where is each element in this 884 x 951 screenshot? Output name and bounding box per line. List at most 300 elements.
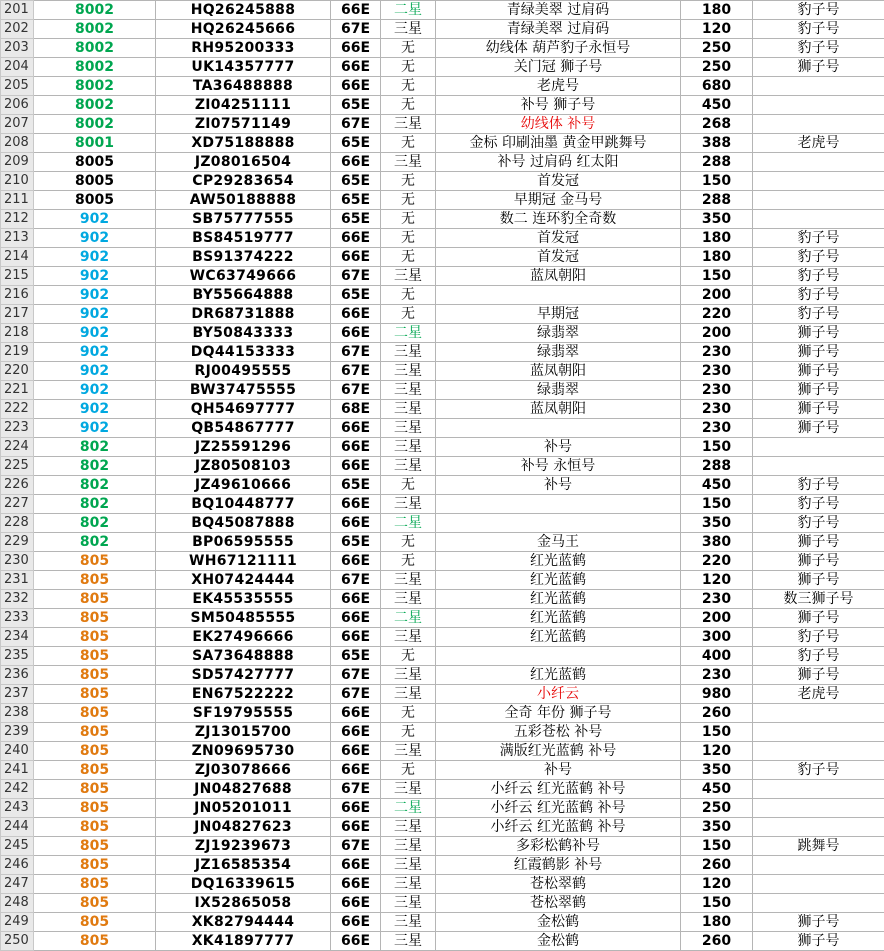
cell-star[interactable]: 三星	[381, 666, 436, 685]
cell-star[interactable]: 无	[381, 172, 436, 191]
row-number[interactable]: 228	[1, 514, 34, 533]
cell-price[interactable]: 250	[681, 799, 753, 818]
cell-serial[interactable]: EN67522222	[156, 685, 331, 704]
cell-price[interactable]: 120	[681, 742, 753, 761]
row-number[interactable]: 248	[1, 894, 34, 913]
cell-price[interactable]: 180	[681, 1, 753, 20]
cell-star[interactable]: 无	[381, 704, 436, 723]
cell-version[interactable]: 66E	[331, 704, 381, 723]
cell-tag[interactable]: 跳舞号	[753, 837, 884, 856]
cell-code[interactable]: 805	[34, 723, 156, 742]
cell-tag[interactable]	[753, 742, 884, 761]
cell-version[interactable]: 66E	[331, 723, 381, 742]
row-number[interactable]: 233	[1, 609, 34, 628]
cell-star[interactable]: 无	[381, 761, 436, 780]
cell-price[interactable]: 350	[681, 210, 753, 229]
cell-price[interactable]: 300	[681, 628, 753, 647]
cell-price[interactable]: 150	[681, 267, 753, 286]
cell-tag[interactable]: 豹子号	[753, 305, 884, 324]
cell-star[interactable]: 三星	[381, 438, 436, 457]
cell-star[interactable]: 三星	[381, 837, 436, 856]
cell-price[interactable]: 120	[681, 20, 753, 39]
row-number[interactable]: 245	[1, 837, 34, 856]
cell-code[interactable]: 8002	[34, 1, 156, 20]
cell-price[interactable]: 230	[681, 400, 753, 419]
cell-tag[interactable]: 狮子号	[753, 666, 884, 685]
cell-tag[interactable]: 豹子号	[753, 39, 884, 58]
cell-description[interactable]: 多彩松鹤补号	[436, 837, 681, 856]
cell-tag[interactable]: 老虎号	[753, 685, 884, 704]
cell-price[interactable]: 150	[681, 172, 753, 191]
cell-version[interactable]: 66E	[331, 305, 381, 324]
cell-description[interactable]: 小纤云	[436, 685, 681, 704]
cell-description[interactable]: 苍松翠鹤	[436, 875, 681, 894]
cell-serial[interactable]: SM50485555	[156, 609, 331, 628]
cell-star[interactable]: 无	[381, 191, 436, 210]
row-number[interactable]: 208	[1, 134, 34, 153]
cell-tag[interactable]	[753, 191, 884, 210]
cell-tag[interactable]: 狮子号	[753, 381, 884, 400]
cell-price[interactable]: 230	[681, 343, 753, 362]
cell-code[interactable]: 805	[34, 875, 156, 894]
row-number[interactable]: 213	[1, 229, 34, 248]
cell-description[interactable]: 金马王	[436, 533, 681, 552]
cell-price[interactable]: 388	[681, 134, 753, 153]
cell-code[interactable]: 8005	[34, 153, 156, 172]
cell-version[interactable]: 65E	[331, 96, 381, 115]
cell-serial[interactable]: SA73648888	[156, 647, 331, 666]
cell-version[interactable]: 66E	[331, 799, 381, 818]
cell-version[interactable]: 66E	[331, 818, 381, 837]
cell-code[interactable]: 805	[34, 628, 156, 647]
row-number[interactable]: 226	[1, 476, 34, 495]
cell-serial[interactable]: SF19795555	[156, 704, 331, 723]
cell-star[interactable]: 无	[381, 305, 436, 324]
cell-star[interactable]: 三星	[381, 495, 436, 514]
cell-description[interactable]: 蓝凤朝阳	[436, 362, 681, 381]
cell-tag[interactable]	[753, 780, 884, 799]
cell-version[interactable]: 66E	[331, 628, 381, 647]
cell-star[interactable]: 无	[381, 552, 436, 571]
cell-star[interactable]: 无	[381, 77, 436, 96]
row-number[interactable]: 223	[1, 419, 34, 438]
cell-serial[interactable]: RJ00495555	[156, 362, 331, 381]
cell-price[interactable]: 268	[681, 115, 753, 134]
cell-star[interactable]: 三星	[381, 362, 436, 381]
cell-version[interactable]: 65E	[331, 476, 381, 495]
cell-description[interactable]: 金标 印刷油墨 黄金甲跳舞号	[436, 134, 681, 153]
cell-description[interactable]: 小纤云 红光蓝鹤 补号	[436, 780, 681, 799]
cell-description[interactable]: 红光蓝鹤	[436, 609, 681, 628]
cell-description[interactable]: 蓝凤朝阳	[436, 400, 681, 419]
cell-version[interactable]: 67E	[331, 837, 381, 856]
cell-version[interactable]: 66E	[331, 514, 381, 533]
cell-description[interactable]: 数二 连环豹全奇数	[436, 210, 681, 229]
cell-version[interactable]: 66E	[331, 324, 381, 343]
cell-description[interactable]: 早期冠 金马号	[436, 191, 681, 210]
cell-star[interactable]: 三星	[381, 913, 436, 932]
cell-price[interactable]: 350	[681, 514, 753, 533]
cell-description[interactable]	[436, 419, 681, 438]
cell-version[interactable]: 65E	[331, 647, 381, 666]
cell-version[interactable]: 67E	[331, 381, 381, 400]
cell-code[interactable]: 902	[34, 286, 156, 305]
cell-version[interactable]: 67E	[331, 343, 381, 362]
cell-tag[interactable]: 狮子号	[753, 419, 884, 438]
cell-code[interactable]: 805	[34, 780, 156, 799]
cell-serial[interactable]: UK14357777	[156, 58, 331, 77]
cell-version[interactable]: 67E	[331, 20, 381, 39]
cell-version[interactable]: 66E	[331, 742, 381, 761]
cell-description[interactable]: 红霞鹤影 补号	[436, 856, 681, 875]
row-number[interactable]: 205	[1, 77, 34, 96]
cell-tag[interactable]: 豹子号	[753, 229, 884, 248]
cell-tag[interactable]: 豹子号	[753, 286, 884, 305]
cell-star[interactable]: 三星	[381, 400, 436, 419]
cell-serial[interactable]: JZ08016504	[156, 153, 331, 172]
cell-price[interactable]: 350	[681, 761, 753, 780]
row-number[interactable]: 209	[1, 153, 34, 172]
cell-code[interactable]: 805	[34, 571, 156, 590]
cell-version[interactable]: 65E	[331, 286, 381, 305]
cell-version[interactable]: 65E	[331, 191, 381, 210]
cell-star[interactable]: 无	[381, 210, 436, 229]
cell-price[interactable]: 450	[681, 96, 753, 115]
row-number[interactable]: 242	[1, 780, 34, 799]
cell-tag[interactable]	[753, 172, 884, 191]
cell-description[interactable]: 早期冠	[436, 305, 681, 324]
cell-tag[interactable]: 狮子号	[753, 400, 884, 419]
cell-version[interactable]: 66E	[331, 875, 381, 894]
cell-description[interactable]: 补号	[436, 761, 681, 780]
cell-description[interactable]: 青绿美翠 过肩码	[436, 20, 681, 39]
cell-star[interactable]: 无	[381, 286, 436, 305]
cell-code[interactable]: 902	[34, 324, 156, 343]
cell-code[interactable]: 805	[34, 761, 156, 780]
cell-description[interactable]: 绿翡翠	[436, 324, 681, 343]
cell-serial[interactable]: XD75188888	[156, 134, 331, 153]
cell-tag[interactable]	[753, 704, 884, 723]
row-number[interactable]: 217	[1, 305, 34, 324]
cell-version[interactable]: 66E	[331, 932, 381, 951]
cell-tag[interactable]	[753, 799, 884, 818]
cell-version[interactable]: 66E	[331, 856, 381, 875]
cell-star[interactable]: 无	[381, 58, 436, 77]
cell-version[interactable]: 66E	[331, 77, 381, 96]
cell-serial[interactable]: ZN09695730	[156, 742, 331, 761]
cell-description[interactable]: 红光蓝鹤	[436, 552, 681, 571]
cell-star[interactable]: 三星	[381, 932, 436, 951]
cell-description[interactable]: 补号 狮子号	[436, 96, 681, 115]
cell-star[interactable]: 三星	[381, 419, 436, 438]
cell-serial[interactable]: ZI07571149	[156, 115, 331, 134]
cell-price[interactable]: 980	[681, 685, 753, 704]
cell-serial[interactable]: XK41897777	[156, 932, 331, 951]
row-number[interactable]: 201	[1, 1, 34, 20]
cell-version[interactable]: 66E	[331, 438, 381, 457]
cell-description[interactable]: 红光蓝鹤	[436, 571, 681, 590]
cell-version[interactable]: 67E	[331, 685, 381, 704]
cell-price[interactable]: 260	[681, 932, 753, 951]
cell-code[interactable]: 802	[34, 533, 156, 552]
cell-serial[interactable]: TA36488888	[156, 77, 331, 96]
cell-tag[interactable]: 狮子号	[753, 571, 884, 590]
cell-star[interactable]: 三星	[381, 875, 436, 894]
cell-price[interactable]: 150	[681, 438, 753, 457]
cell-star[interactable]: 三星	[381, 894, 436, 913]
cell-code[interactable]: 8002	[34, 20, 156, 39]
cell-tag[interactable]: 狮子号	[753, 913, 884, 932]
row-number[interactable]: 240	[1, 742, 34, 761]
cell-serial[interactable]: JZ16585354	[156, 856, 331, 875]
cell-code[interactable]: 902	[34, 267, 156, 286]
cell-version[interactable]: 66E	[331, 913, 381, 932]
cell-version[interactable]: 66E	[331, 552, 381, 571]
cell-code[interactable]: 902	[34, 362, 156, 381]
cell-version[interactable]: 66E	[331, 39, 381, 58]
cell-code[interactable]: 805	[34, 704, 156, 723]
cell-tag[interactable]: 狮子号	[753, 932, 884, 951]
row-number[interactable]: 202	[1, 20, 34, 39]
cell-star[interactable]: 二星	[381, 799, 436, 818]
cell-description[interactable]	[436, 647, 681, 666]
cell-tag[interactable]: 老虎号	[753, 134, 884, 153]
cell-description[interactable]: 红光蓝鹤	[436, 628, 681, 647]
cell-code[interactable]: 805	[34, 742, 156, 761]
cell-serial[interactable]: DR68731888	[156, 305, 331, 324]
cell-version[interactable]: 66E	[331, 761, 381, 780]
cell-tag[interactable]: 狮子号	[753, 609, 884, 628]
cell-price[interactable]: 260	[681, 704, 753, 723]
row-number[interactable]: 210	[1, 172, 34, 191]
cell-description[interactable]	[436, 495, 681, 514]
cell-serial[interactable]: BW37475555	[156, 381, 331, 400]
cell-star[interactable]: 三星	[381, 685, 436, 704]
cell-tag[interactable]: 豹子号	[753, 495, 884, 514]
cell-price[interactable]: 180	[681, 913, 753, 932]
row-number[interactable]: 221	[1, 381, 34, 400]
cell-serial[interactable]: BQ45087888	[156, 514, 331, 533]
cell-description[interactable]: 首发冠	[436, 248, 681, 267]
cell-code[interactable]: 902	[34, 229, 156, 248]
cell-version[interactable]: 65E	[331, 172, 381, 191]
cell-version[interactable]: 65E	[331, 533, 381, 552]
row-number[interactable]: 225	[1, 457, 34, 476]
cell-price[interactable]: 220	[681, 552, 753, 571]
cell-code[interactable]: 805	[34, 932, 156, 951]
cell-version[interactable]: 66E	[331, 419, 381, 438]
cell-description[interactable]: 补号 永恒号	[436, 457, 681, 476]
cell-code[interactable]: 802	[34, 457, 156, 476]
cell-price[interactable]: 350	[681, 818, 753, 837]
row-number[interactable]: 232	[1, 590, 34, 609]
cell-code[interactable]: 805	[34, 552, 156, 571]
row-number[interactable]: 241	[1, 761, 34, 780]
row-number[interactable]: 215	[1, 267, 34, 286]
cell-description[interactable]: 老虎号	[436, 77, 681, 96]
cell-tag[interactable]: 狮子号	[753, 343, 884, 362]
cell-serial[interactable]: JN04827623	[156, 818, 331, 837]
cell-version[interactable]: 67E	[331, 267, 381, 286]
row-number[interactable]: 237	[1, 685, 34, 704]
cell-price[interactable]: 200	[681, 286, 753, 305]
cell-serial[interactable]: ZJ03078666	[156, 761, 331, 780]
cell-code[interactable]: 8005	[34, 191, 156, 210]
cell-tag[interactable]	[753, 856, 884, 875]
cell-star[interactable]: 三星	[381, 343, 436, 362]
cell-price[interactable]: 250	[681, 58, 753, 77]
cell-serial[interactable]: SB75777555	[156, 210, 331, 229]
cell-price[interactable]: 120	[681, 875, 753, 894]
row-number[interactable]: 243	[1, 799, 34, 818]
cell-star[interactable]: 无	[381, 476, 436, 495]
cell-tag[interactable]	[753, 457, 884, 476]
cell-tag[interactable]: 狮子号	[753, 362, 884, 381]
cell-star[interactable]: 无	[381, 723, 436, 742]
cell-price[interactable]: 230	[681, 590, 753, 609]
row-number[interactable]: 239	[1, 723, 34, 742]
cell-serial[interactable]: BY50843333	[156, 324, 331, 343]
cell-description[interactable]: 全奇 年份 狮子号	[436, 704, 681, 723]
cell-tag[interactable]	[753, 210, 884, 229]
row-number[interactable]: 216	[1, 286, 34, 305]
cell-description[interactable]: 苍松翠鹤	[436, 894, 681, 913]
cell-version[interactable]: 66E	[331, 609, 381, 628]
cell-star[interactable]: 三星	[381, 628, 436, 647]
cell-star[interactable]: 三星	[381, 267, 436, 286]
cell-price[interactable]: 400	[681, 647, 753, 666]
cell-code[interactable]: 805	[34, 609, 156, 628]
cell-version[interactable]: 65E	[331, 134, 381, 153]
cell-price[interactable]: 288	[681, 457, 753, 476]
cell-tag[interactable]: 豹子号	[753, 20, 884, 39]
cell-serial[interactable]: XH07424444	[156, 571, 331, 590]
row-number[interactable]: 212	[1, 210, 34, 229]
cell-price[interactable]: 450	[681, 476, 753, 495]
cell-code[interactable]: 8002	[34, 77, 156, 96]
cell-code[interactable]: 805	[34, 837, 156, 856]
cell-price[interactable]: 230	[681, 419, 753, 438]
cell-star[interactable]: 无	[381, 39, 436, 58]
cell-price[interactable]: 220	[681, 305, 753, 324]
cell-price[interactable]: 450	[681, 780, 753, 799]
row-number[interactable]: 218	[1, 324, 34, 343]
cell-code[interactable]: 8002	[34, 96, 156, 115]
cell-serial[interactable]: EK27496666	[156, 628, 331, 647]
cell-price[interactable]: 380	[681, 533, 753, 552]
cell-serial[interactable]: IX52865058	[156, 894, 331, 913]
cell-tag[interactable]	[753, 153, 884, 172]
cell-star[interactable]: 无	[381, 96, 436, 115]
cell-serial[interactable]: BS84519777	[156, 229, 331, 248]
cell-serial[interactable]: JZ49610666	[156, 476, 331, 495]
cell-tag[interactable]	[753, 438, 884, 457]
cell-star[interactable]: 三星	[381, 381, 436, 400]
cell-tag[interactable]: 豹子号	[753, 761, 884, 780]
cell-code[interactable]: 805	[34, 590, 156, 609]
cell-price[interactable]: 150	[681, 495, 753, 514]
row-number[interactable]: 214	[1, 248, 34, 267]
cell-code[interactable]: 805	[34, 685, 156, 704]
cell-code[interactable]: 8001	[34, 134, 156, 153]
cell-code[interactable]: 802	[34, 514, 156, 533]
cell-star[interactable]: 三星	[381, 856, 436, 875]
cell-price[interactable]: 150	[681, 837, 753, 856]
cell-code[interactable]: 802	[34, 476, 156, 495]
cell-serial[interactable]: JZ80508103	[156, 457, 331, 476]
cell-description[interactable]: 绿翡翠	[436, 381, 681, 400]
cell-serial[interactable]: EK45535555	[156, 590, 331, 609]
cell-tag[interactable]: 豹子号	[753, 248, 884, 267]
cell-serial[interactable]: XK82794444	[156, 913, 331, 932]
cell-code[interactable]: 802	[34, 438, 156, 457]
cell-version[interactable]: 67E	[331, 115, 381, 134]
cell-description[interactable]: 补号	[436, 476, 681, 495]
cell-serial[interactable]: ZJ19239673	[156, 837, 331, 856]
cell-description[interactable]: 绿翡翠	[436, 343, 681, 362]
cell-code[interactable]: 805	[34, 913, 156, 932]
cell-version[interactable]: 66E	[331, 229, 381, 248]
cell-code[interactable]: 902	[34, 343, 156, 362]
cell-code[interactable]: 805	[34, 894, 156, 913]
cell-star[interactable]: 三星	[381, 780, 436, 799]
cell-code[interactable]: 8005	[34, 172, 156, 191]
cell-description[interactable]: 关门冠 狮子号	[436, 58, 681, 77]
cell-price[interactable]: 150	[681, 723, 753, 742]
row-number[interactable]: 224	[1, 438, 34, 457]
row-number[interactable]: 220	[1, 362, 34, 381]
cell-star[interactable]: 二星	[381, 609, 436, 628]
row-number[interactable]: 227	[1, 495, 34, 514]
cell-code[interactable]: 902	[34, 248, 156, 267]
cell-star[interactable]: 三星	[381, 153, 436, 172]
cell-tag[interactable]	[753, 894, 884, 913]
cell-price[interactable]: 680	[681, 77, 753, 96]
row-number[interactable]: 222	[1, 400, 34, 419]
cell-serial[interactable]: QH54697777	[156, 400, 331, 419]
cell-version[interactable]: 67E	[331, 571, 381, 590]
cell-price[interactable]: 288	[681, 153, 753, 172]
cell-serial[interactable]: DQ16339615	[156, 875, 331, 894]
cell-code[interactable]: 902	[34, 419, 156, 438]
cell-code[interactable]: 8002	[34, 58, 156, 77]
cell-version[interactable]: 67E	[331, 780, 381, 799]
cell-serial[interactable]: WC63749666	[156, 267, 331, 286]
cell-tag[interactable]: 豹子号	[753, 267, 884, 286]
cell-tag[interactable]	[753, 818, 884, 837]
cell-serial[interactable]: BQ10448777	[156, 495, 331, 514]
cell-serial[interactable]: SD57427777	[156, 666, 331, 685]
cell-serial[interactable]: AW50188888	[156, 191, 331, 210]
cell-tag[interactable]: 数三狮子号	[753, 590, 884, 609]
row-number[interactable]: 234	[1, 628, 34, 647]
cell-serial[interactable]: ZJ13015700	[156, 723, 331, 742]
cell-price[interactable]: 180	[681, 229, 753, 248]
cell-code[interactable]: 902	[34, 381, 156, 400]
cell-description[interactable]: 补号 过肩码 红太阳	[436, 153, 681, 172]
row-number[interactable]: 236	[1, 666, 34, 685]
cell-tag[interactable]	[753, 115, 884, 134]
cell-version[interactable]: 66E	[331, 457, 381, 476]
cell-version[interactable]: 66E	[331, 153, 381, 172]
cell-code[interactable]: 8002	[34, 115, 156, 134]
row-number[interactable]: 207	[1, 115, 34, 134]
cell-tag[interactable]: 豹子号	[753, 1, 884, 20]
cell-code[interactable]: 8002	[34, 39, 156, 58]
row-number[interactable]: 231	[1, 571, 34, 590]
cell-serial[interactable]: WH67121111	[156, 552, 331, 571]
row-number[interactable]: 235	[1, 647, 34, 666]
